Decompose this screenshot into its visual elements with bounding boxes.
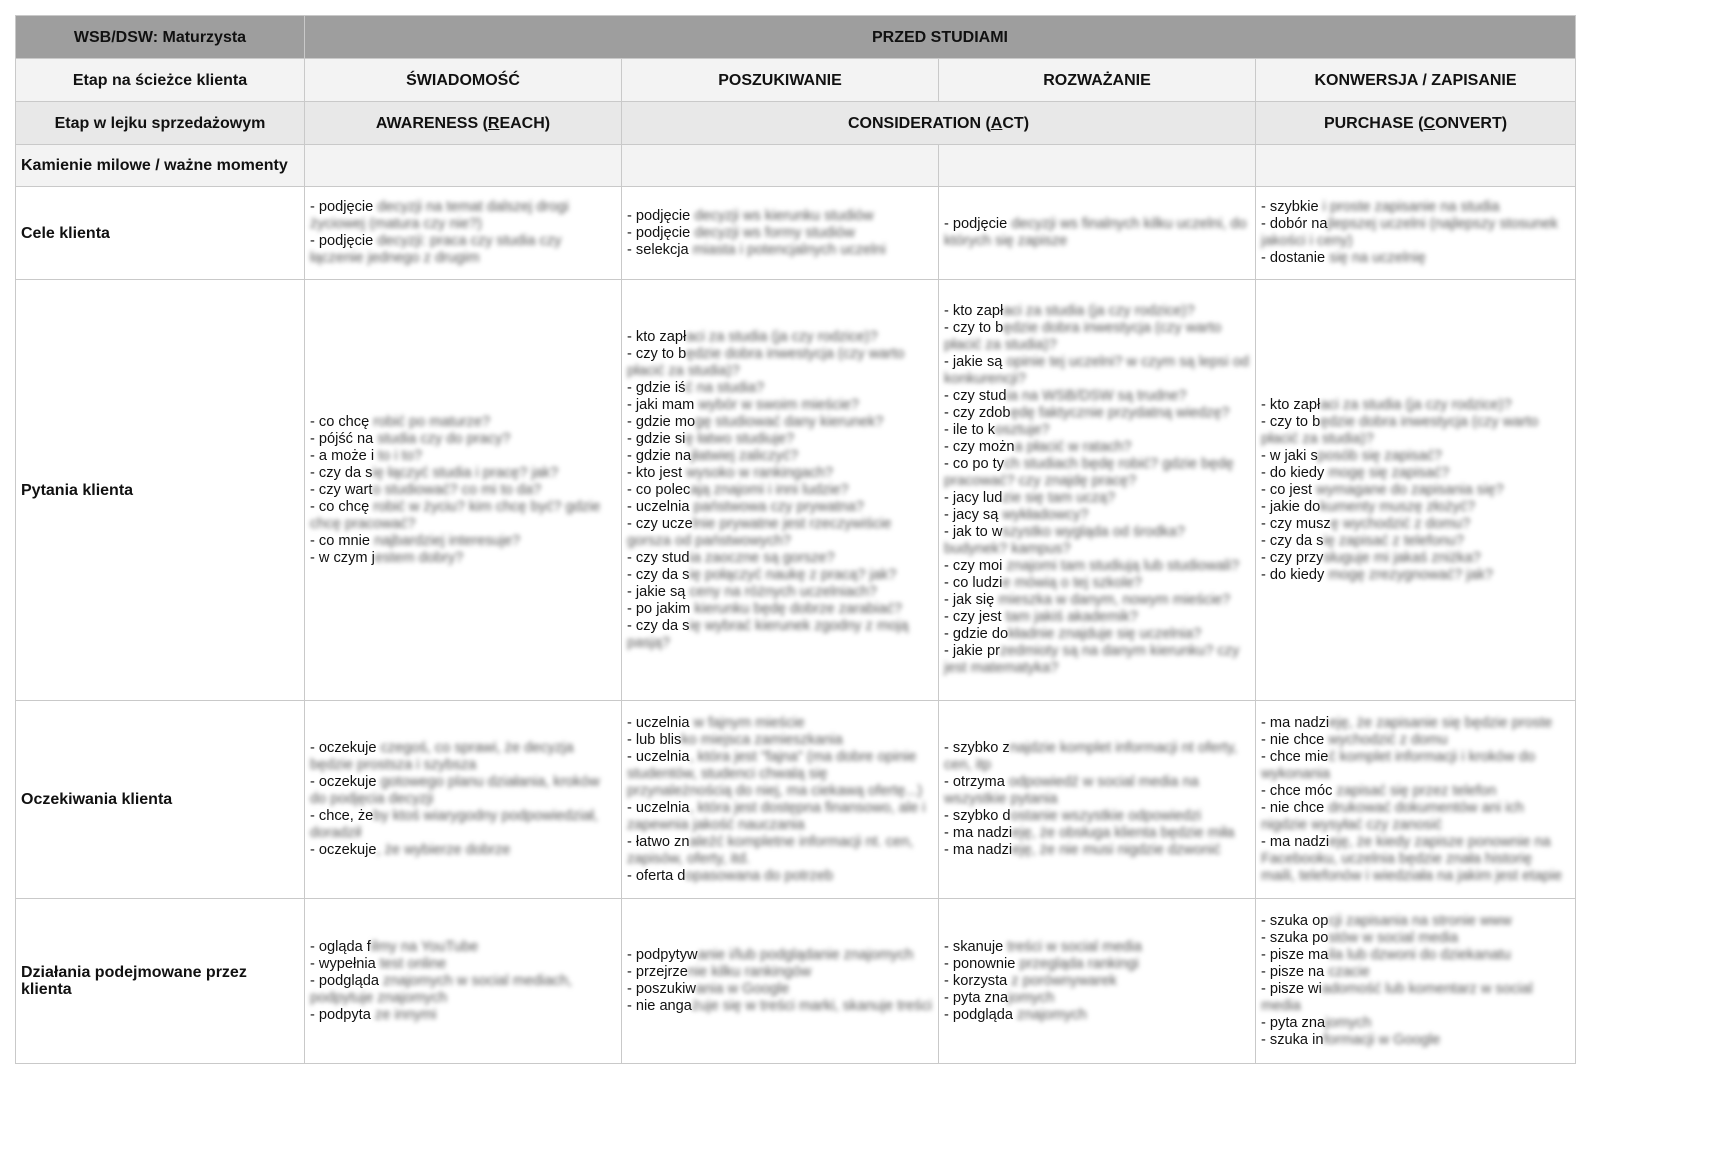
goals-cell bbox=[1256, 187, 1576, 280]
list-item: - czy uczelnie prywatne jest rzeczywiście gorsza od państwowych? bbox=[627, 515, 892, 549]
list-item: - chce móc zapisać się przez telefon bbox=[1261, 782, 1497, 799]
actions-label: Działania podejmowane przez klienta bbox=[16, 899, 305, 1064]
list-item: - szuka opcji zapisania na stronie www bbox=[1261, 913, 1512, 929]
questions-cell bbox=[305, 280, 622, 701]
list-item: - uczelnia w fajnym mieście bbox=[627, 714, 805, 731]
list-item: - pisze wiadomość lub komentarz w social media bbox=[1261, 981, 1533, 1014]
list-item: - jacy ludzie się tam uczą? bbox=[944, 490, 1116, 506]
list-item: - czy to będzie dobra inwestycja (czy warto płacić za studia)? bbox=[627, 345, 905, 379]
list-item: - podpytywanie i/lub podglądanie znajomych bbox=[627, 947, 914, 963]
goals-label: Cele klienta bbox=[16, 187, 305, 280]
list-item: - do kiedy mogę zrezygnować? jak? bbox=[1261, 566, 1494, 583]
list-item: - jakie są opinie tej uczelni? w czym są lepsi od konkurencji? bbox=[944, 354, 1249, 387]
stage-conversion: KONWERSJA / ZAPISANIE bbox=[1256, 59, 1576, 102]
funnel-row-label: Etap w lejku sprzedażowym bbox=[16, 102, 305, 145]
list-item: - nie chce drukować dokumentów ani ich nigdzie wysyłać czy zanosić bbox=[1261, 799, 1524, 833]
stage-awareness: ŚWIADOMOŚĆ bbox=[305, 59, 622, 102]
goals-cell bbox=[305, 187, 622, 280]
list-item: - dostanie się na uczelnię bbox=[1261, 250, 1426, 266]
list-item: - nie angażuje się w treści marki, skanuje treści bbox=[627, 998, 932, 1014]
milestones-label: Kamienie milowe / ważne momenty bbox=[16, 145, 305, 187]
list-item: - ponownie przegląda rankingi bbox=[944, 955, 1139, 972]
milestones-cell bbox=[622, 145, 939, 187]
list-item: - ma nadzieję, że obsługa klienta będzie miła bbox=[944, 825, 1235, 841]
list-item: - po jakim kierunku będę dobrze zarabiać? bbox=[627, 600, 903, 617]
corner-title: WSB/DSW: Maturzysta bbox=[16, 16, 305, 59]
expectations-label: Oczekiwania klienta bbox=[16, 701, 305, 899]
list-item: - czy studia na WSB/DSW są trudne? bbox=[944, 388, 1187, 404]
list-item: - czy warto studiować? co mi to da? bbox=[310, 481, 542, 498]
list-item: - skanuje treści w social media bbox=[944, 938, 1142, 955]
list-item: - chce, żeby ktoś wiarygodny podpowiedział, doradził bbox=[310, 808, 598, 841]
list-item: - gdzie iść na studia? bbox=[627, 379, 765, 396]
list-item: - czy da się połączyć naukę z pracą? jak? bbox=[627, 566, 897, 583]
list-item: - lub blisko miejsca zamieszkania bbox=[627, 731, 843, 748]
list-item: - oczekuje gotowego planu działania, kroków do podjęcia decyzji bbox=[310, 774, 600, 807]
milestones-cell bbox=[939, 145, 1256, 187]
list-item: - czy to będzie dobra inwestycja (czy warto płacić za studia)? bbox=[944, 320, 1222, 353]
list-item: - podjęcie decyzji: praca czy studia czy łączenie jednego z drugim bbox=[310, 233, 562, 266]
questions-cell bbox=[939, 280, 1256, 701]
list-item: - co chcę robić po maturze? bbox=[310, 413, 491, 430]
questions-label: Pytania klienta bbox=[16, 280, 305, 701]
list-item: - pisze maila lub dzwoni do dziekanatu bbox=[1261, 947, 1511, 963]
list-item: - czy studia zaoczne są gorsze? bbox=[627, 549, 835, 566]
list-item: - co polecają znajomi i inni ludzie? bbox=[627, 481, 849, 498]
funnel-awareness: AWARENESS (REACH) bbox=[305, 102, 622, 145]
list-item: - poszukiwania w Google bbox=[627, 981, 790, 997]
list-item: - uczelnia państwowa czy prywatna? bbox=[627, 498, 864, 515]
list-item: - co jest wymagane do zapisania się? bbox=[1261, 481, 1504, 498]
list-item: - podjęcie decyzji ws kierunku studiów bbox=[627, 207, 874, 224]
list-item: - ma nadzieję, że zapisanie się będzie proste bbox=[1261, 714, 1553, 731]
list-item: - pisze na czacie bbox=[1261, 964, 1370, 980]
expectations-cell bbox=[939, 701, 1256, 899]
questions-cell bbox=[622, 280, 939, 701]
list-item: - kto zapłaci za studia (ja czy rodzice)? bbox=[944, 303, 1195, 319]
list-item: - gdzie się łatwo studiuje? bbox=[627, 430, 795, 447]
list-item: - a może i to i to? bbox=[310, 447, 422, 464]
list-item: - czy moi znajomi tam studiują lub studiowali? bbox=[944, 558, 1240, 574]
list-item: - uczelnia, która jest "fajna" (ma dobre opinie studentów, studenci chwalą się przynależnością do niej, ma ciekawą ofertę...) bbox=[627, 748, 923, 799]
list-item: - nie chce wychodzić z domu bbox=[1261, 731, 1448, 748]
list-item: - uczelnia, która jest dostępna finansowo, ale i zapewnia jakość nauczania bbox=[627, 799, 926, 833]
list-item: - jak to wszystko wygląda od środka? budynek? kampus? bbox=[944, 524, 1185, 557]
list-item: - jacy są wykładowcy? bbox=[944, 507, 1089, 523]
list-item: - oferta dopasowana do potrzeb bbox=[627, 867, 834, 884]
list-item: - gdzie mogę studiować dany kierunek? bbox=[627, 413, 884, 430]
list-item: - ogląda filmy na YouTube bbox=[310, 938, 479, 955]
list-item: - czy muszę wychodzić z domu? bbox=[1261, 515, 1471, 532]
list-item: - przejrzenie kilku rankingów bbox=[627, 964, 812, 980]
list-item: - czy jest tam jakiś akademik? bbox=[944, 609, 1138, 625]
list-item: - selekcja miasta i potencjalnych uczelni bbox=[627, 241, 886, 258]
stage-consideration: ROZWAŻANIE bbox=[939, 59, 1256, 102]
list-item: - czy da się wybrać kierunek zgodny z moją pasją? bbox=[627, 617, 909, 651]
stage-search: POSZUKIWANIE bbox=[622, 59, 939, 102]
list-item: - podgląda znajomych w social mediach, podpytuje znajomych bbox=[310, 972, 573, 1006]
list-item: - łatwo znaleźć kompletne informacji nt. cen, zapisów, oferty, itd. bbox=[627, 833, 914, 867]
expectations-cell bbox=[1256, 701, 1576, 899]
list-item: - w czym jestem dobry? bbox=[310, 549, 464, 566]
list-item: - wypełnia test online bbox=[310, 955, 447, 972]
funnel-purchase: PURCHASE (CONVERT) bbox=[1256, 102, 1576, 145]
list-item: - do kiedy mogę się zapisać? bbox=[1261, 464, 1450, 481]
list-item: - ma nadzieję, że kiedy zapisze ponownie na Facebooku, uczelnia będzie znała historię maili, telefonów i wiedziała na jakim jest etapie bbox=[1261, 833, 1562, 884]
expectations-cell bbox=[622, 701, 939, 899]
path-row-label: Etap na ścieżce klienta bbox=[16, 59, 305, 102]
list-item: - kto zapłaci za studia (ja czy rodzice)? bbox=[1261, 396, 1512, 413]
list-item: - pójść na studia czy do pracy? bbox=[310, 430, 511, 447]
list-item: - jak się mieszka w danym, nowym mieście? bbox=[944, 592, 1231, 608]
list-item: - co mnie najbardziej interesuje? bbox=[310, 532, 521, 549]
list-item: - jakie są ceny na różnych uczelniach? bbox=[627, 583, 877, 600]
list-item: - co ludzie mówią o tej szkole? bbox=[944, 575, 1142, 591]
list-item: - szuka informacji w Google bbox=[1261, 1032, 1441, 1048]
list-item: - ile to kosztuje? bbox=[944, 422, 1050, 438]
list-item: - podpyta ze innymi bbox=[310, 1006, 437, 1023]
list-item: - szybko dostanie wszystkie odpowiedzi bbox=[944, 808, 1202, 824]
list-item: - co po tych studiach będę robić? gdzie będę pracować? czy znajdę pracę? bbox=[944, 456, 1234, 489]
customer-journey-table bbox=[15, 15, 1576, 1064]
list-item: - kto jest wysoko w rankingach? bbox=[627, 464, 834, 481]
list-item: - gdzie dokładnie znajduje się uczelnia? bbox=[944, 626, 1202, 642]
actions-cell bbox=[1256, 899, 1576, 1064]
list-item: - czy można płacić w ratach? bbox=[944, 439, 1132, 455]
list-item: - podjęcie decyzji ws formy studiów bbox=[627, 224, 855, 241]
list-item: - podjęcie decyzji ws finalnych kilku uczelni, do których się zapisze bbox=[944, 216, 1247, 249]
list-item: - czy da się łączyć studia i pracę? jak? bbox=[310, 464, 559, 481]
funnel-consideration: CONSIDERATION (ACT) bbox=[622, 102, 1256, 145]
phase-title: PRZED STUDIAMI bbox=[305, 16, 1576, 59]
list-item: - podgląda znajomych bbox=[944, 1006, 1087, 1023]
list-item: - co chcę robić w życiu? kim chcę być? gdzie chcę pracować? bbox=[310, 498, 601, 532]
list-item: - szybkie i proste zapisanie na studia bbox=[1261, 199, 1500, 215]
list-item: - czy da się zapisać z telefonu? bbox=[1261, 532, 1464, 549]
actions-cell bbox=[305, 899, 622, 1064]
list-item: - jakie dokumenty muszę złożyć? bbox=[1261, 498, 1476, 515]
actions-cell bbox=[939, 899, 1256, 1064]
list-item: - w jaki sposób się zapisać? bbox=[1261, 447, 1442, 464]
goals-cell bbox=[939, 187, 1256, 280]
list-item: - korzysta z porównywarek bbox=[944, 972, 1117, 989]
list-item: - oczekuje, że wybierze dobrze bbox=[310, 842, 511, 858]
expectations-cell bbox=[305, 701, 622, 899]
list-item: - czy przysługuje mi jakaś zniżka? bbox=[1261, 549, 1481, 566]
milestones-cell bbox=[1256, 145, 1576, 187]
list-item: - ma nadzieję, że nie musi nigdzie dzwonić bbox=[944, 842, 1221, 858]
list-item: - dobór najlepszej uczelni (najlepszy stosunek jakości i ceny) bbox=[1261, 216, 1558, 249]
list-item: - szuka postów w social media bbox=[1261, 930, 1459, 946]
list-item: - otrzyma odpowiedź w social media na wszystkie pytania bbox=[944, 774, 1199, 807]
actions-cell bbox=[622, 899, 939, 1064]
list-item: - oczekuje czegoś, co sprawi, że decyzja będzie prostsza i szybsza bbox=[310, 740, 574, 773]
list-item: - podjęcie decyzji na temat dalszej drogi życiowej (matura czy nie?) bbox=[310, 199, 569, 232]
milestones-cell bbox=[305, 145, 622, 187]
questions-cell bbox=[1256, 280, 1576, 701]
list-item: - pyta znajomych bbox=[944, 989, 1055, 1006]
list-item: - pyta znajomych bbox=[1261, 1015, 1372, 1031]
list-item: - czy zdobędę faktycznie przydatną wiedzę? bbox=[944, 405, 1230, 421]
goals-cell bbox=[622, 187, 939, 280]
list-item: - czy to będzie dobra inwestycja (czy warto płacić za studia)? bbox=[1261, 413, 1539, 447]
list-item: - szybko znajdzie komplet informacji nt oferty, cen, itp bbox=[944, 740, 1238, 773]
list-item: - jaki mam wybór w swoim mieście? bbox=[627, 396, 859, 413]
list-item: - jakie przedmioty są na danym kierunku? czy jest matematyka? bbox=[944, 643, 1240, 676]
list-item: - kto zapłaci za studia (ja czy rodzice)? bbox=[627, 328, 878, 345]
list-item: - chce mieć komplet informacji i kroków do wykonania bbox=[1261, 748, 1536, 782]
list-item: - gdzie najłatwiej zaliczyć? bbox=[627, 447, 799, 464]
